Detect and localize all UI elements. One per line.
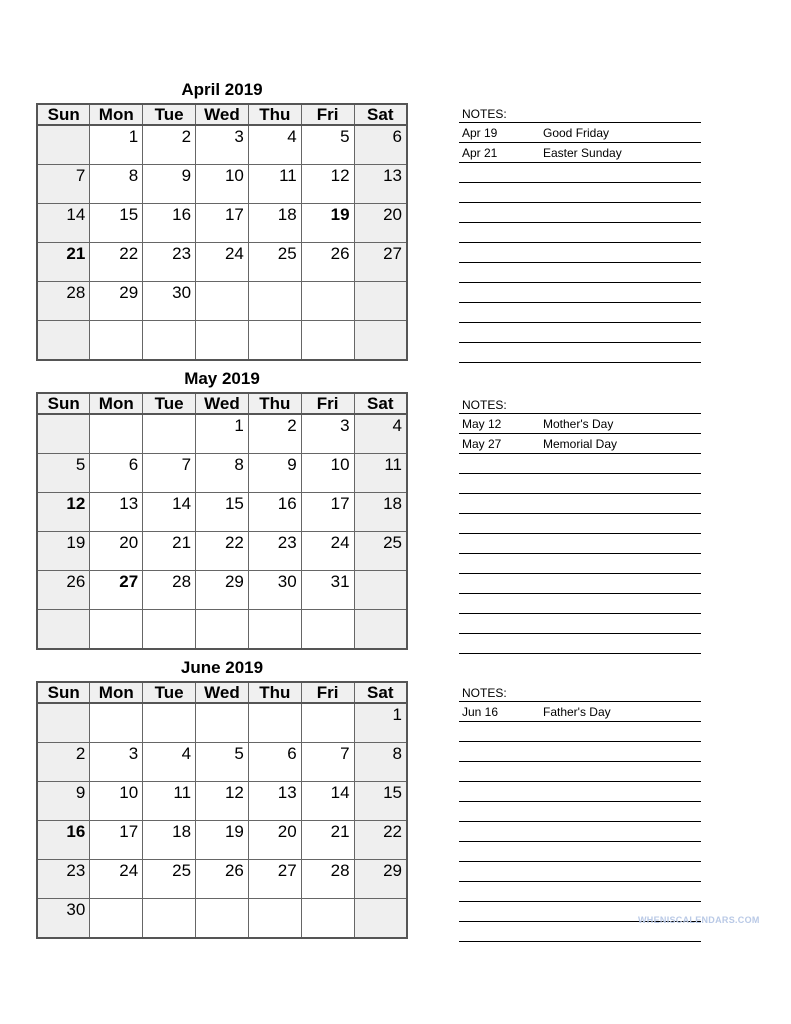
weekday-header: Thu: [248, 393, 301, 414]
day-cell: [354, 610, 407, 650]
day-cell: 5: [37, 454, 90, 493]
day-cell: 17: [90, 821, 143, 860]
day-cell: 12: [196, 782, 249, 821]
day-cell: 30: [143, 282, 196, 321]
day-cell: 26: [301, 243, 354, 282]
note-line: [459, 614, 701, 634]
month-title: April 2019: [181, 80, 263, 99]
month-calendar-grid: [36, 392, 408, 650]
day-cell: [248, 282, 301, 321]
note-line: [459, 203, 701, 223]
day-cell: 31: [301, 571, 354, 610]
day-cell: 15: [354, 782, 407, 821]
week-row: [37, 204, 407, 243]
note-line: [459, 842, 701, 862]
week-row: [37, 610, 407, 650]
note-line: [459, 283, 701, 303]
weekday-header: Wed: [196, 682, 249, 703]
day-cell: 9: [248, 454, 301, 493]
day-cell: [37, 703, 90, 743]
weekday-header: Sun: [37, 393, 90, 414]
day-cell: 21: [143, 532, 196, 571]
day-cell: 19: [301, 204, 354, 243]
note-line: [459, 343, 701, 363]
day-cell: 12: [37, 493, 90, 532]
day-cell: 30: [37, 899, 90, 939]
note-line: [459, 782, 701, 802]
day-cell: 13: [90, 493, 143, 532]
note-line: [459, 594, 701, 614]
day-cell: 24: [90, 860, 143, 899]
day-cell: 6: [248, 743, 301, 782]
week-row: [37, 165, 407, 204]
day-cell: 11: [248, 165, 301, 204]
day-cell: 23: [37, 860, 90, 899]
day-cell: 23: [248, 532, 301, 571]
day-cell: 7: [143, 454, 196, 493]
note-line: [459, 862, 701, 882]
day-cell: 7: [301, 743, 354, 782]
note-line: [459, 223, 701, 243]
day-cell: [301, 282, 354, 321]
day-cell: 4: [354, 414, 407, 454]
day-cell: [248, 899, 301, 939]
week-row: [37, 493, 407, 532]
day-cell: 27: [354, 243, 407, 282]
note-line: [459, 434, 701, 454]
day-cell: 10: [90, 782, 143, 821]
day-cell: 1: [354, 703, 407, 743]
note-holiday-name: Easter Sunday: [543, 146, 622, 160]
note-line: [459, 882, 701, 902]
day-cell: 2: [37, 743, 90, 782]
day-cell: 17: [301, 493, 354, 532]
weekday-header: Mon: [90, 393, 143, 414]
day-cell: [248, 321, 301, 361]
day-cell: 14: [37, 204, 90, 243]
day-cell: 27: [248, 860, 301, 899]
day-cell: 7: [37, 165, 90, 204]
note-line: [459, 454, 701, 474]
day-cell: 2: [248, 414, 301, 454]
week-row: [37, 243, 407, 282]
note-line: [459, 494, 701, 514]
day-cell: 20: [90, 532, 143, 571]
day-cell: 5: [196, 743, 249, 782]
week-row: [37, 454, 407, 493]
note-date: Apr 21: [462, 146, 498, 160]
day-cell: 4: [248, 125, 301, 165]
note-holiday-name: Mother's Day: [543, 417, 614, 431]
note-date: May 27: [462, 437, 502, 451]
day-cell: 19: [37, 532, 90, 571]
day-cell: 20: [354, 204, 407, 243]
notes-section: [459, 397, 701, 654]
week-row: [37, 743, 407, 782]
note-line: [459, 243, 701, 263]
week-row: [37, 321, 407, 361]
day-cell: 22: [354, 821, 407, 860]
day-cell: 26: [196, 860, 249, 899]
weekday-header: Wed: [196, 104, 249, 125]
note-line: [459, 762, 701, 782]
day-cell: 25: [248, 243, 301, 282]
weekday-header-row: [37, 682, 407, 703]
day-cell: 19: [196, 821, 249, 860]
day-cell: 3: [196, 125, 249, 165]
watermark: WHENISCALENDARS.COM: [638, 915, 760, 925]
day-cell: 6: [90, 454, 143, 493]
day-cell: 16: [248, 493, 301, 532]
note-holiday-name: Father's Day: [543, 705, 611, 719]
day-cell: 18: [248, 204, 301, 243]
weekday-header: Thu: [248, 682, 301, 703]
day-cell: 29: [354, 860, 407, 899]
note-line: [459, 323, 701, 343]
week-row: [37, 860, 407, 899]
day-cell: [354, 571, 407, 610]
note-line: [459, 123, 701, 143]
note-line: [459, 163, 701, 183]
week-row: [37, 571, 407, 610]
day-cell: 28: [143, 571, 196, 610]
note-holiday-name: Good Friday: [543, 126, 610, 140]
day-cell: 21: [37, 243, 90, 282]
day-cell: [354, 282, 407, 321]
note-date: May 12: [462, 417, 502, 431]
month-title: June 2019: [180, 658, 264, 677]
day-cell: 13: [248, 782, 301, 821]
day-cell: 24: [301, 532, 354, 571]
day-cell: [248, 610, 301, 650]
day-cell: [37, 414, 90, 454]
day-cell: 16: [143, 204, 196, 243]
day-cell: 25: [143, 860, 196, 899]
weekday-header: Tue: [143, 104, 196, 125]
day-cell: 9: [37, 782, 90, 821]
notes-label: NOTES:: [459, 685, 701, 702]
day-cell: [90, 610, 143, 650]
day-cell: 15: [196, 493, 249, 532]
note-date: Jun 16: [462, 705, 499, 719]
day-cell: 5: [301, 125, 354, 165]
weekday-header: Mon: [90, 104, 143, 125]
day-cell: [90, 703, 143, 743]
note-line: [459, 634, 701, 654]
note-line: [459, 822, 701, 842]
weekday-header: Wed: [196, 393, 249, 414]
note-line: [459, 554, 701, 574]
weekday-header: Thu: [248, 104, 301, 125]
day-cell: [196, 899, 249, 939]
note-line: [459, 474, 701, 494]
day-cell: [301, 610, 354, 650]
note-line: [459, 922, 701, 942]
day-cell: [143, 899, 196, 939]
day-cell: 20: [248, 821, 301, 860]
note-line: [459, 802, 701, 822]
day-cell: 25: [354, 532, 407, 571]
day-cell: 13: [354, 165, 407, 204]
day-cell: [196, 321, 249, 361]
day-cell: 23: [143, 243, 196, 282]
day-cell: 28: [301, 860, 354, 899]
month-calendar-grid: [36, 103, 408, 361]
weekday-header: Tue: [143, 393, 196, 414]
weekday-header: Sun: [37, 682, 90, 703]
day-cell: 4: [143, 743, 196, 782]
weekday-header: Sun: [37, 104, 90, 125]
note-line: [459, 722, 701, 742]
day-cell: 16: [37, 821, 90, 860]
day-cell: 11: [354, 454, 407, 493]
note-holiday-name: Memorial Day: [543, 437, 618, 451]
day-cell: 15: [90, 204, 143, 243]
day-cell: 21: [301, 821, 354, 860]
day-cell: [301, 321, 354, 361]
day-cell: 8: [196, 454, 249, 493]
day-cell: [301, 899, 354, 939]
day-cell: [196, 703, 249, 743]
day-cell: 8: [90, 165, 143, 204]
note-line: [459, 303, 701, 323]
day-cell: 29: [90, 282, 143, 321]
note-date: Apr 19: [462, 126, 498, 140]
day-cell: 3: [90, 743, 143, 782]
month-calendar-grid: [36, 681, 408, 939]
weekday-header: Fri: [301, 393, 354, 414]
month-title: May 2019: [184, 369, 260, 388]
day-cell: [196, 610, 249, 650]
day-cell: 1: [196, 414, 249, 454]
week-row: [37, 899, 407, 939]
day-cell: [90, 321, 143, 361]
day-cell: 12: [301, 165, 354, 204]
day-cell: 27: [90, 571, 143, 610]
week-row: [37, 282, 407, 321]
notes-section: [459, 106, 701, 363]
week-row: [37, 703, 407, 743]
week-row: [37, 821, 407, 860]
day-cell: 22: [90, 243, 143, 282]
day-cell: 1: [90, 125, 143, 165]
day-cell: 6: [354, 125, 407, 165]
day-cell: 10: [301, 454, 354, 493]
weekday-header: Mon: [90, 682, 143, 703]
day-cell: [90, 414, 143, 454]
note-line: [459, 702, 701, 722]
notes-label: NOTES:: [459, 106, 701, 123]
day-cell: 14: [301, 782, 354, 821]
note-line: [459, 143, 701, 163]
day-cell: 28: [37, 282, 90, 321]
weekday-header: Tue: [143, 682, 196, 703]
weekday-header-row: [37, 393, 407, 414]
weekday-header-row: [37, 104, 407, 125]
day-cell: 24: [196, 243, 249, 282]
week-row: [37, 532, 407, 571]
note-line: [459, 263, 701, 283]
day-cell: [248, 703, 301, 743]
day-cell: [90, 899, 143, 939]
note-line: [459, 574, 701, 594]
day-cell: [37, 125, 90, 165]
day-cell: [196, 282, 249, 321]
day-cell: 18: [143, 821, 196, 860]
weekday-header: Fri: [301, 104, 354, 125]
weekday-header: Sat: [354, 682, 407, 703]
day-cell: [37, 321, 90, 361]
weekday-header: Fri: [301, 682, 354, 703]
notes-section: [459, 685, 701, 942]
note-line: [459, 742, 701, 762]
day-cell: [37, 610, 90, 650]
day-cell: 8: [354, 743, 407, 782]
day-cell: 18: [354, 493, 407, 532]
day-cell: 9: [143, 165, 196, 204]
day-cell: [143, 703, 196, 743]
day-cell: [301, 703, 354, 743]
day-cell: 17: [196, 204, 249, 243]
day-cell: 11: [143, 782, 196, 821]
day-cell: 2: [143, 125, 196, 165]
day-cell: [354, 899, 407, 939]
weekday-header: Sat: [354, 393, 407, 414]
day-cell: 3: [301, 414, 354, 454]
week-row: [37, 125, 407, 165]
day-cell: [354, 321, 407, 361]
note-line: [459, 534, 701, 554]
week-row: [37, 782, 407, 821]
note-line: [459, 183, 701, 203]
day-cell: 22: [196, 532, 249, 571]
day-cell: 30: [248, 571, 301, 610]
day-cell: 10: [196, 165, 249, 204]
note-line: [459, 514, 701, 534]
note-line: [459, 414, 701, 434]
day-cell: 26: [37, 571, 90, 610]
day-cell: 14: [143, 493, 196, 532]
weekday-header: Sat: [354, 104, 407, 125]
day-cell: [143, 321, 196, 361]
day-cell: [143, 610, 196, 650]
week-row: [37, 414, 407, 454]
day-cell: 29: [196, 571, 249, 610]
notes-label: NOTES:: [459, 397, 701, 414]
day-cell: [143, 414, 196, 454]
